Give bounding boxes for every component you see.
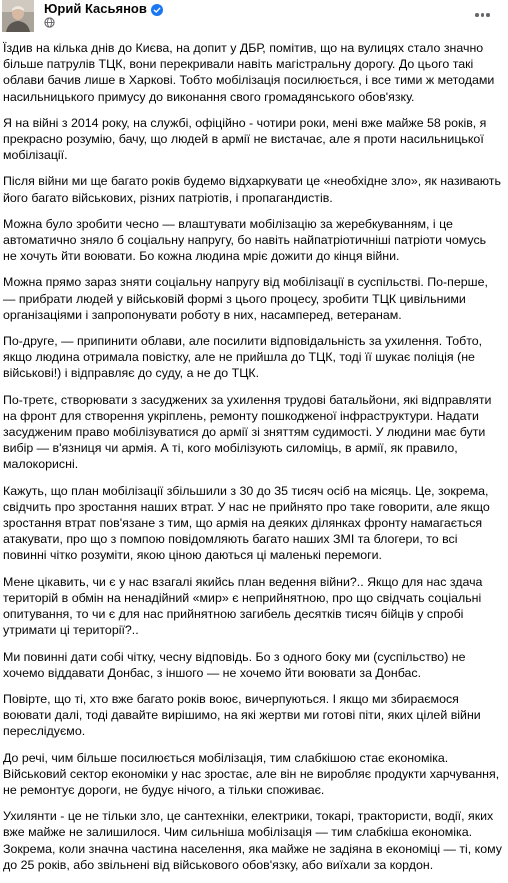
- author-row: [44, 1, 163, 16]
- paragraph-9: Мене цікавить, чи є у нас взагалі якийсь план ведення війни?.. Якщо для нас здача територій в обмін на ненадійний «мир» є неприйнятною, про що свідчать соціальні опитування, то чи є для нас прийнятною загибель десятків тисяч бійців у спробі утримати ці території?..: [3, 574, 483, 638]
- paragraph-4: Можна було зробити чесно — влаштувати мобілізацію за жеребкуванням, і це автоматично зняло б соціальну напругу, бо навіть найпатріотичніші патріоти чомусь не хочуть йти воювати. Бо кожна людина мріє дожити до кінця війни.: [3, 216, 487, 264]
- paragraph-12: До речі, чим більше посилюється мобілізація, тим слабкішою стає економіка. Військовий сектор економіки у нас зростає, але він не виробляє продукти харчування, не ремонтує дороги, не будує нічого, а тільки споживає.: [3, 750, 500, 797]
- paragraph-13: Ухилянти - це не тільки зло, це сантехніки, електрики, токарі, трактористи, водії, яких вже майже не залишилося. Чим сильніша мобілізація — тим слабкіша економіка. Зокрема, коли значна частина населення, яка майже не задіяна в економіці — ті, кому до 25 років, або звільнені від військового обов'язку, або виїхали за кордон.: [3, 809, 502, 872]
- paragraph-6: По-друге, — припинити облави, але посилити відповідальність за ухилення. Тобто, якщо людина отримала повістку, але не прийшла до ТЦК, тоді її шукає поліція (не військові!) і відправляє до суду, а не до ТЦК.: [3, 334, 483, 381]
- paragraph-7: По-третє, створювати з засуджених за ухилення трудові батальйони, які відправляти на фронт для створення укріплень, ремонту пошкодженої інфраструктури. Надати засудженим право мобілізуватися до армії зі зняттям судимості. У людини має бути вибір — в'язниця чи армія. А ті, кого мобілізують силоміць, в армії, як правило, малокорисні.: [3, 392, 492, 472]
- paragraph-11: Повірте, що ті, хто вже багато років воює, вичерпуються. І якщо ми збираємося воювати далі, тоді давайте вирішимо, на які жертви ми готові піти, яких цілей війни переслідуємо.: [3, 691, 481, 739]
- more-options-icon[interactable]: [474, 6, 498, 22]
- paragraph-10: Ми повинні дати собі чітку, чесну відповідь. Бо з одного боку ми (суспільство) не хочемо віддавати Донбас, з іншого — не хочемо йти воювати за Донбас.: [3, 649, 466, 680]
- post-content: [3, 40, 503, 883]
- author-name[interactable]: Юрий Касьянов: [44, 1, 147, 16]
- post-header: [0, 0, 508, 32]
- paragraph-8: Кажуть, що план мобілізації збільшили з 30 до 35 тисяч осіб на місяць. Це, зокрема, свідчить про зростання наших втрат. У нас не прийнято про таке говорити, але якщо зростання втрат пов'язане з тим, що армія на деяких ділянках фронту намагається атакувати, про що з помпою повідомляють багато наших ЗМІ та блогери, то всі повинні чітко розуміти, якою ціною даються ці маленькі перемоги.: [3, 483, 490, 563]
- paragraph-1: Їздив на кілька днів до Києва, на допит у ДБР, помітив, що на вулицях стало значно більше патрулів ТЦК, вони перекривали навіть магістральну дорогу. До цього такі облави бачив лише в Харкові. Тобто мобілізація посилюється, і все тими ж методами насильницького примусу до виконання свого громадянського обов'язку.: [3, 41, 495, 104]
- post-meta: [44, 17, 55, 31]
- paragraph-5: Можна прямо зараз зняти соціальну напругу від мобілізації в суспільстві. По-перше, — прибрати людей у військовій формі з цього процесу, зробити ТЦК цивільними організаціями і запропонувати роботу в них, насамперед, ветеранам.: [3, 275, 488, 322]
- paragraph-3: Після війни ми ще багато років будемо відхаркувати це «необхідне зло», як називають його багато військових, різних патріотів, і пропагандистів.: [3, 174, 501, 205]
- author-avatar[interactable]: [2, 0, 34, 32]
- verified-badge-icon: [151, 3, 163, 15]
- paragraph-2: Я на війні з 2014 року, на службі, офіційно - чотири роки, мені вже майже 58 років, я прекрасно розумію, бачу, що людей в армії не вистачає, але я проти насильницької мобілізації.: [3, 115, 487, 163]
- public-globe-icon[interactable]: [44, 17, 55, 31]
